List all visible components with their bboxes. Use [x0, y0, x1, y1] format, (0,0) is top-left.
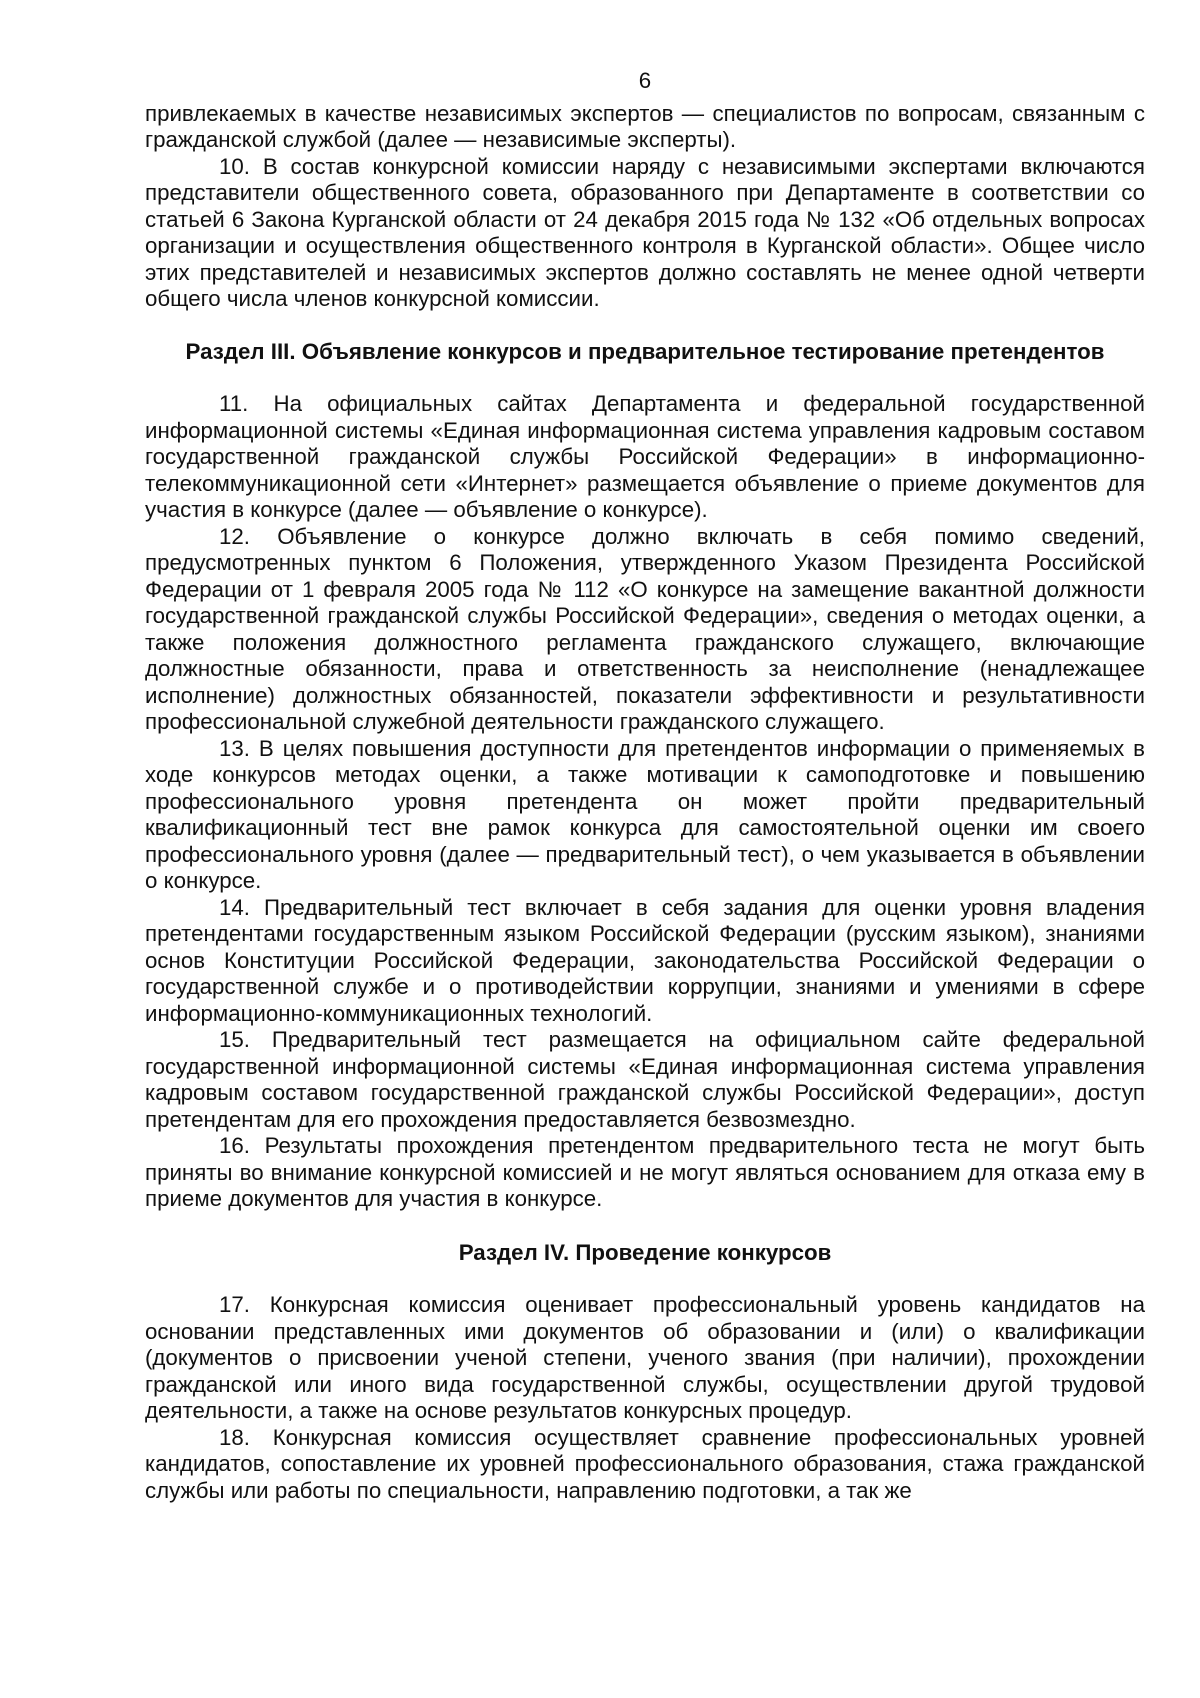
paragraph-14: 14. Предварительный тест включает в себя задания для оценки уровня владения претендентами государственным языком Российской Федерации (русским языком), знаниями основ Конституции Российской Федерации, законодательства Российской Федерации о государственной службе и о противодействии коррупции, знаниями и умениями в сфере информационно-коммуникационных технологий.	[145, 894, 1145, 1026]
paragraph-11: 11. На официальных сайтах Департамента и федеральной государственной информационной системы «Единая информационная система управления кадровым составом государственной гражданской службы Российской Федерации» в информационно-телекоммуникационной сети «Интернет» размещается объявление о приеме документов для участия в конкурсе (далее — объявление о конкурсе).	[145, 391, 1145, 522]
paragraph-10: 10. В состав конкурсной комиссии наряду с независимыми экспертами включаются представители общественного совета, образованного при Департаменте в соответствии со статьей 6 Закона Курганской области от 24 декабря 2015 года № 132 «Об отдельных вопросах организации и осуществления общественного контроля в Курганской области». Общее число этих представителей и независимых экспертов должно составлять не менее одной четверти общего числа членов конкурсной комиссии.	[145, 153, 1145, 311]
paragraph-13: 13. В целях повышения доступности для претендентов информации о применяемых в ходе конкурсов методах оценки, а также мотивации к самоподготовке и повышению профессионального уровня претендента он может пройти предварительный квалификационный тест вне рамок конкурса для самостоятельной оценки им своего профессионального уровня (далее — предварительный тест), о чем указывается в объявлении о конкурсе.	[145, 735, 1145, 893]
paragraph-continuation: привлекаемых в качестве независимых экспертов — специалистов по вопросам, связанным с гражданской службой (далее — независимые эксперты).	[145, 100, 1145, 152]
section-3-heading: Раздел III. Объявление конкурсов и предварительное тестирование претендентов	[185, 338, 1105, 364]
section-4-heading: Раздел IV. Проведение конкурсов	[458, 1239, 832, 1265]
document-page	[145, 68, 1145, 1504]
page-number: 6	[638, 68, 652, 93]
paragraph-15: 15. Предварительный тест размещается на официальном сайте федеральной государственной информационной системы «Единая информационная система управления кадровым составом государственной гражданской службы Российской Федерации», доступ претендентам для его прохождения предоставляется безвозмездно.	[145, 1027, 1145, 1132]
paragraph-16: 16. Результаты прохождения претендентом предварительного теста не могут быть приняты во внимание конкурсной комиссией и не могут являться основанием для отказа ему в приеме документов для участия в конкурсе.	[145, 1133, 1145, 1211]
paragraph-17: 17. Конкурсная комиссия оценивает профессиональный уровень кандидатов на основании представленных ими документов об образовании и (или) о квалификации (документов о присвоении ученой степени, ученого звания (при наличии), прохождении гражданской или иного вида государственной службы, осуществлении другой трудовой деятельности, а также на основе результатов конкурсных процедур.	[145, 1292, 1145, 1423]
paragraph-18: 18. Конкурсная комиссия осуществляет сравнение профессиональных уровней кандидатов, сопоставление их уровней профессионального образования, стажа гражданской службы или работы по специальности, направлению подготовки, а так же	[145, 1424, 1145, 1503]
paragraph-12: 12. Объявление о конкурсе должно включать в себя помимо сведений, предусмотренных пунктом 6 Положения, утвержденного Указом Президента Российской Федерации от 1 февраля 2005 года № 112 «О конкурсе на замещение вакантной должности государственной гражданской службы Российской Федерации», сведения о методах оценки, а также положения должностного регламента гражданского служащего, включающие должностные обязанности, права и ответственность за неисполнение (ненадлежащее исполнение) должностных обязанностей, показатели эффективности и результативности профессиональной служебной деятельности гражданского служащего.	[145, 523, 1145, 734]
